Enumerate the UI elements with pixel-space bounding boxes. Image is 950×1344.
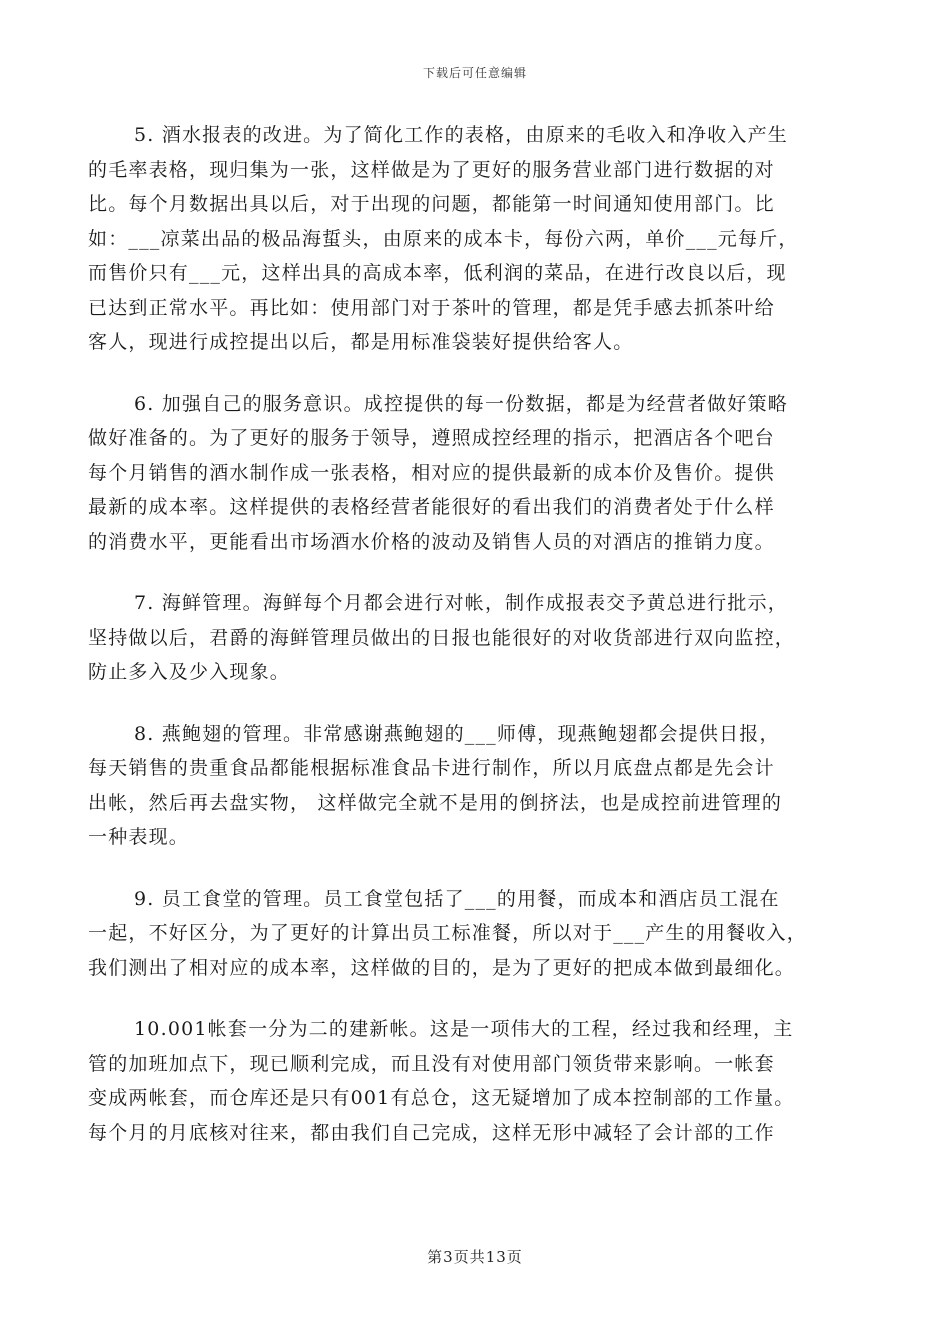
paragraph-8-delicacies [88, 717, 864, 855]
paragraph-9-staff-canteen [88, 882, 864, 986]
text-line: 6. 加强自己的服务意识。成控提供的每一份数据，都是为经营者做好策略 [134, 392, 788, 415]
paragraph-10-new-accounts [88, 1012, 864, 1150]
text-line: 5. 酒水报表的改进。为了简化工作的表格，由原来的毛收入和净收入产生 [134, 124, 788, 146]
text-line: 的消费水平，更能看出市场酒水价格的波动及销售人员的对酒店的推销力度。 [88, 530, 775, 553]
text-line: 9. 员工食堂的管理。员工食堂包括了___的用餐，而成本和酒店员工混在 [134, 887, 780, 910]
paragraph-7-seafood [88, 586, 864, 690]
text-line: 而售价只有___元，这样出具的高成本率，低利润的菜品，在进行改良以后，现 [88, 262, 787, 284]
text-line: 7. 海鲜管理。海鲜每个月都会进行对帐，制作成报表交予黄总进行批示， [134, 592, 788, 614]
text-line: 比。每个月数据出具以后，对于出现的问题，都能第一时间通知使用部门。比 [88, 193, 775, 215]
text-line: 10.001帐套一分为二的建新帐。这是一项伟大的工程，经过我和经理，主 [134, 1018, 794, 1040]
text-line: 出帐，然后再去盘实物， 这样做完全就不是用的倒挤法，也是成控前进管理的 [88, 791, 783, 814]
text-line: 坚持做以后，君爵的海鲜管理员做出的日报也能很好的对收货部进行双向监控， [88, 626, 796, 649]
text-line: 一起，不好区分，为了更好的计算出员工标准餐，所以对于___产生的用餐收入， [88, 922, 807, 944]
text-line: 如：___凉菜出品的极品海蜇头，由原来的成本卡，每份六两，单价___元每斤， [88, 227, 799, 250]
text-line: 一种表现。 [88, 826, 190, 848]
text-line: 的毛率表格，现归集为一张，这样做是为了更好的服务营业部门进行数据的对 [88, 158, 775, 181]
text-line: 8. 燕鲍翅的管理。非常感谢燕鲍翅的___师傅，现燕鲍翅都会提供日报， [134, 722, 780, 745]
paragraph-6-service-awareness [88, 387, 864, 560]
paragraph-5-wine-report [88, 118, 864, 360]
text-line: 已达到正常水平。再比如：使用部门对于茶叶的管理，都是凭手感去抓茶叶给 [88, 296, 775, 319]
document-body [88, 118, 864, 1177]
text-line: 每天销售的贵重食品都能根据标准食品卡进行制作，所以月底盘点都是先会计 [88, 757, 775, 779]
text-line: 最新的成本率。这样提供的表格经营者能很好的看出我们的消费者处于什么样 [88, 496, 775, 518]
text-line: 防止多入及少入现象。 [88, 661, 291, 683]
text-line: 每个月的月底核对往来，都由我们自己完成，这样无形中减轻了会计部的工作 [88, 1121, 775, 1144]
text-line: 客人，现进行成控提出以后，都是用标准袋装好提供给客人。 [88, 331, 634, 353]
page-number: 第3页共13页 [427, 1248, 523, 1266]
page-header: 下载后可任意编辑 [422, 66, 527, 80]
text-line: 变成两帐套，而仓库还是只有001有总仓，这无疑增加了成本控制部的工作量。 [88, 1087, 795, 1109]
text-line: 我们测出了相对应的成本率，这样做的目的，是为了更好的把成本做到最细化。 [88, 956, 796, 979]
text-line: 每个月销售的酒水制作成一张表格，相对应的提供最新的成本价及售价。提供 [88, 461, 775, 484]
text-line: 做好准备的。为了更好的服务于领导，遵照成控经理的指示，把酒店各个吧台 [88, 427, 775, 449]
text-line: 管的加班加点下，现已顺利完成，而且没有对使用部门领货带来影响。一帐套 [88, 1052, 775, 1075]
